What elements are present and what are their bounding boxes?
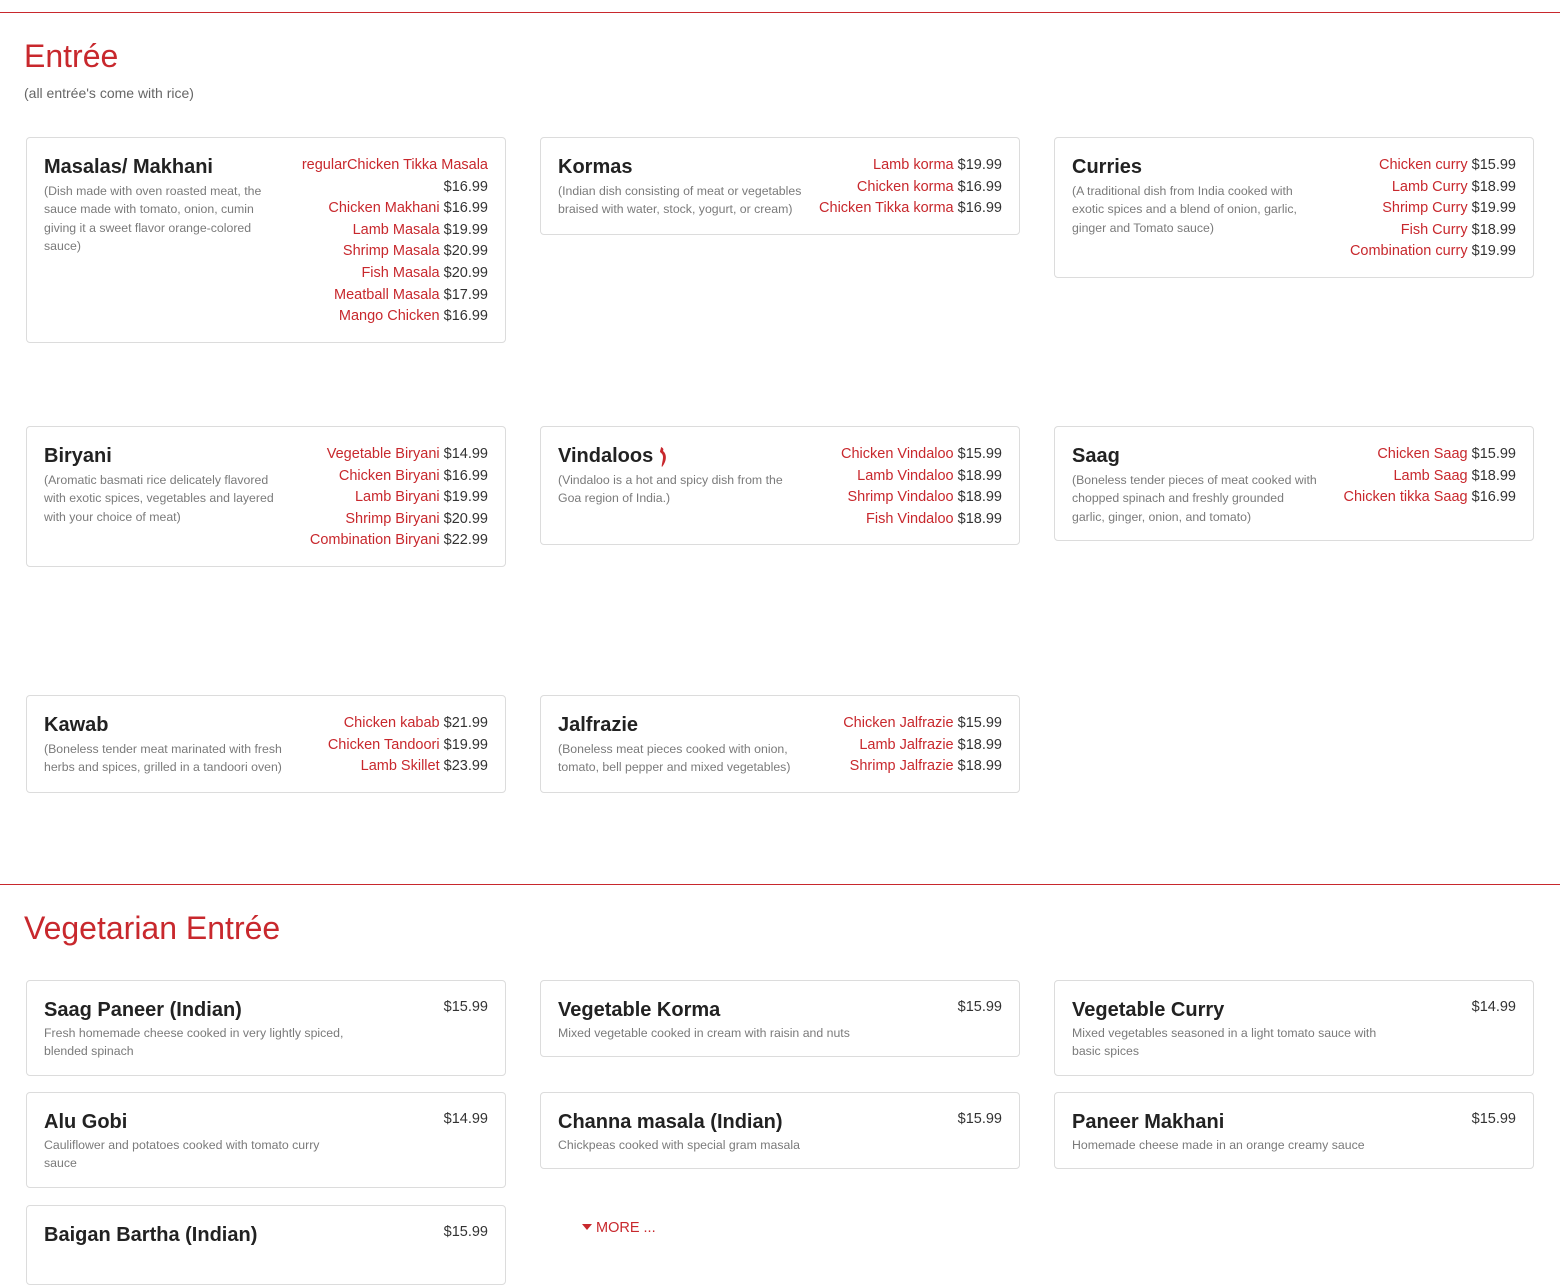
- dish-title: Kawab: [44, 714, 109, 736]
- dish-option: [812, 444, 1002, 466]
- dish-description: (Boneless tender pieces of meat cooked with chopped spinach and freshly grounded garlic, ginger, onion, and tomato): [1072, 473, 1317, 524]
- option-name: Mango Chicken: [338, 308, 440, 325]
- veg-card-saag-paneer: [26, 980, 506, 1076]
- option-name: Chicken Jalfrazie: [843, 715, 954, 731]
- dish-option: [812, 487, 1002, 509]
- option-name: Meatball Masala: [334, 286, 440, 303]
- dish-option: [298, 241, 488, 263]
- menu-card-kormas: [540, 137, 1020, 235]
- dish-options: [298, 712, 488, 778]
- menu-card-kawab: [26, 695, 506, 793]
- dish-option: [1326, 198, 1516, 220]
- dish-options: [1326, 443, 1516, 509]
- dish-options: [298, 154, 488, 328]
- caret-down-icon: [582, 1224, 592, 1230]
- option-name: Shrimp Vindaloo: [847, 489, 954, 506]
- dish-option: [1326, 155, 1516, 177]
- veg-card-baigan-bartha: [26, 1205, 506, 1285]
- dish-description: (A traditional dish from India cooked with exotic spices and a blend of onion, garlic, ginger and Tomato sauce): [1072, 184, 1297, 235]
- option-price: $15.99: [1471, 446, 1516, 462]
- menu-card-masalas: [26, 137, 506, 343]
- more-label: MORE ...: [596, 1220, 656, 1236]
- option-name: Lamb Masala: [352, 221, 440, 238]
- dish-description: Chickpeas cooked with special gram masala: [558, 1138, 800, 1152]
- dish-title: Baigan Bartha (Indian): [44, 1224, 258, 1246]
- dish-option: [298, 735, 488, 757]
- option-price: $16.99: [1471, 489, 1516, 506]
- option-price: $14.99: [443, 446, 488, 462]
- top-divider: [0, 12, 1560, 13]
- dish-option: [1326, 444, 1516, 466]
- dish-description: (Boneless meat pieces cooked with onion, tomato, bell pepper and mixed vegetables): [558, 742, 791, 775]
- dish-title: Kormas: [558, 156, 633, 178]
- option-name: Fish Curry: [1400, 221, 1468, 238]
- dish-option: [1326, 177, 1516, 199]
- dish-option: [812, 155, 1002, 177]
- dish-title: Curries: [1072, 156, 1143, 178]
- dish-price: $15.99: [1471, 1111, 1516, 1127]
- dish-description: Homemade cheese made in an orange creamy sauce: [1072, 1138, 1365, 1152]
- dish-option: [1326, 487, 1516, 509]
- option-price: $19.99: [1471, 200, 1516, 217]
- option-name: Combination curry: [1349, 243, 1468, 260]
- dish-option: [298, 530, 488, 552]
- dish-option: [812, 177, 1002, 199]
- dish-option: [1326, 466, 1516, 488]
- option-name: Chicken korma: [856, 178, 954, 195]
- dish-option: [298, 713, 488, 735]
- veg-card-paneer-makhani: [1054, 1092, 1534, 1169]
- option-name: Fish Masala: [361, 264, 440, 281]
- dish-option: [298, 220, 488, 242]
- option-price: $17.99: [443, 286, 488, 303]
- option-price: $16.99: [443, 308, 488, 325]
- option-price: $16.99: [957, 178, 1002, 195]
- option-price: $20.99: [443, 243, 488, 260]
- option-price: $18.99: [1471, 221, 1516, 238]
- option-name: Shrimp Masala: [342, 243, 440, 260]
- entree-note: (all entrée's come with rice): [24, 85, 194, 101]
- menu-card-biryani: [26, 426, 506, 567]
- veg-card-channa-masala: [540, 1092, 1020, 1169]
- option-price: $20.99: [443, 510, 488, 527]
- option-price: $18.99: [957, 489, 1002, 506]
- dish-option: [812, 509, 1002, 531]
- option-price: $15.99: [957, 446, 1002, 462]
- dish-options: [812, 443, 1002, 530]
- option-name: regularChicken Tikka Masala: [301, 157, 488, 173]
- menu-card-jalfrazie: [540, 695, 1020, 793]
- dish-description: (Aromatic basmati rice delicately flavored with exotic spices, vegetables and layered with your choice of meat): [44, 473, 274, 524]
- option-price: $18.99: [957, 467, 1002, 484]
- veg-card-alu-gobi: [26, 1092, 506, 1188]
- dish-price: $15.99: [957, 999, 1002, 1015]
- option-name: Combination Biryani: [309, 532, 440, 549]
- option-name: Lamb Saag: [1393, 467, 1468, 484]
- option-name: Shrimp Biryani: [345, 510, 440, 527]
- option-price: $20.99: [443, 264, 488, 281]
- option-price: $19.99: [443, 221, 488, 238]
- option-price: $16.99: [443, 178, 488, 195]
- option-price: $18.99: [1471, 467, 1516, 484]
- dish-description: Mixed vegetable cooked in cream with raisin and nuts: [558, 1026, 850, 1040]
- option-name: Chicken Saag: [1377, 446, 1468, 462]
- dish-title: Saag Paneer (Indian): [44, 999, 242, 1021]
- dish-options: [812, 154, 1002, 220]
- dish-option: [1326, 241, 1516, 263]
- dish-price: $15.99: [443, 999, 488, 1015]
- option-name: Lamb korma: [873, 157, 954, 173]
- dish-option: [298, 509, 488, 531]
- option-price: $19.99: [443, 489, 488, 506]
- option-price: $15.99: [1471, 157, 1516, 173]
- more-button[interactable]: [582, 1220, 656, 1236]
- dish-title-text: Vindaloos: [558, 445, 654, 467]
- option-price: $22.99: [443, 532, 488, 549]
- veg-card-vegetable-korma: [540, 980, 1020, 1057]
- option-name: Vegetable Biryani: [326, 446, 440, 462]
- dish-title: Alu Gobi: [44, 1111, 128, 1133]
- entree-section-title: Entrée: [24, 38, 119, 74]
- option-name: Lamb Curry: [1391, 178, 1468, 195]
- dish-options: [1326, 154, 1516, 263]
- dish-option: [298, 756, 488, 778]
- vegetarian-section-title: Vegetarian Entrée: [24, 910, 281, 946]
- dish-option: [298, 263, 488, 285]
- dish-title: Vegetable Curry: [1072, 999, 1225, 1021]
- option-name: Shrimp Curry: [1382, 200, 1468, 217]
- dish-title: Saag: [1072, 445, 1120, 467]
- dish-option: [812, 756, 1002, 778]
- dish-price: $15.99: [443, 1224, 488, 1240]
- dish-description: (Vindaloo is a hot and spicy dish from the Goa region of India.): [558, 473, 783, 506]
- option-name: Chicken Vindaloo: [841, 446, 954, 462]
- dish-description: (Dish made with oven roasted meat, the sauce made with tomato, onion, cumin giving it a sweet flavor orange-colored sauce): [44, 184, 262, 253]
- dish-title: Paneer Makhani: [1072, 1111, 1225, 1133]
- dish-options: [812, 712, 1002, 778]
- option-name: Chicken Tikka korma: [819, 200, 954, 217]
- dish-description: Cauliflower and potatoes cooked with tomato curry sauce: [44, 1138, 320, 1171]
- dish-option: [298, 306, 488, 328]
- menu-card-vindaloos: [540, 426, 1020, 545]
- dish-option: [298, 198, 488, 220]
- option-price: $19.99: [957, 157, 1002, 173]
- dish-title: Jalfrazie: [558, 714, 639, 736]
- dish-price: $14.99: [443, 1111, 488, 1127]
- option-price: $21.99: [443, 715, 488, 731]
- menu-card-saag: [1054, 426, 1534, 541]
- option-name: Lamb Biryani: [354, 489, 440, 506]
- section-divider: [0, 884, 1560, 885]
- dish-description: Fresh homemade cheese cooked in very lightly spiced, blended spinach: [44, 1026, 344, 1059]
- dish-option: [298, 444, 488, 466]
- option-name: Shrimp Jalfrazie: [849, 758, 954, 775]
- option-name: Fish Vindaloo: [866, 510, 954, 527]
- option-price: $18.99: [957, 758, 1002, 775]
- dish-option: [298, 155, 488, 198]
- option-name: Chicken Biryani: [338, 467, 440, 484]
- dish-description: (Boneless tender meat marinated with fresh herbs and spices, grilled in a tandoori oven): [44, 742, 282, 775]
- option-price: $19.99: [443, 736, 488, 753]
- dish-title: Channa masala (Indian): [558, 1111, 783, 1133]
- dish-option: [812, 466, 1002, 488]
- option-name: Chicken tikka Saag: [1343, 489, 1468, 506]
- option-price: $18.99: [1471, 178, 1516, 195]
- option-price: $23.99: [443, 758, 488, 775]
- dish-option: [812, 198, 1002, 220]
- dish-description: (Indian dish consisting of meat or vegetables braised with water, stock, yogurt, or cream): [558, 184, 802, 217]
- option-name: Lamb Vindaloo: [857, 467, 954, 484]
- option-price: $16.99: [443, 200, 488, 217]
- dish-description: Mixed vegetables seasoned in a light tomato sauce with basic spices: [1072, 1026, 1377, 1059]
- dish-option: [812, 735, 1002, 757]
- option-name: Chicken Makhani: [328, 200, 440, 217]
- dish-option: [298, 487, 488, 509]
- dish-option: [1326, 220, 1516, 242]
- menu-card-curries: [1054, 137, 1534, 278]
- dish-price: $14.99: [1471, 999, 1516, 1015]
- dish-option: [298, 285, 488, 307]
- dish-options: [298, 443, 488, 552]
- option-name: Lamb Skillet: [360, 758, 440, 775]
- dish-title: [558, 443, 803, 469]
- dish-option: [298, 466, 488, 488]
- dish-price: $15.99: [957, 1111, 1002, 1127]
- dish-title: Biryani: [44, 445, 112, 467]
- option-price: $18.99: [957, 736, 1002, 753]
- dish-title: Vegetable Korma: [558, 999, 721, 1021]
- chili-pepper-icon: [657, 446, 669, 468]
- option-price: $15.99: [957, 715, 1002, 731]
- option-name: Chicken curry: [1378, 157, 1468, 173]
- option-price: $16.99: [957, 200, 1002, 217]
- option-price: $18.99: [957, 510, 1002, 527]
- dish-title: Masalas/ Makhani: [44, 156, 213, 178]
- veg-card-vegetable-curry: [1054, 980, 1534, 1076]
- option-price: $16.99: [443, 467, 488, 484]
- option-price: $19.99: [1471, 243, 1516, 260]
- option-name: Lamb Jalfrazie: [859, 736, 954, 753]
- option-name: Chicken Tandoori: [327, 736, 440, 753]
- option-name: Chicken kabab: [343, 715, 440, 731]
- dish-option: [812, 713, 1002, 735]
